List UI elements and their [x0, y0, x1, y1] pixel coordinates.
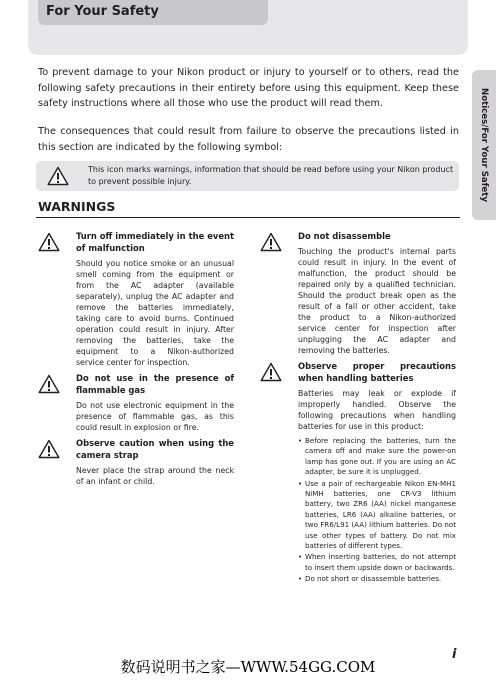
list-item: • Do not short or disassemble batteries.	[298, 574, 456, 584]
warning-triangle-icon	[260, 362, 282, 382]
warning-entry	[260, 360, 456, 585]
section-title: For Your Safety	[46, 4, 159, 19]
warning-entry	[38, 230, 234, 368]
warnings-left-column	[38, 230, 234, 491]
side-tab-label: Notices/For Your Safety	[479, 88, 489, 202]
warning-title: Observe caution when using the camera strap	[76, 438, 234, 460]
warning-body: Should you notice smoke or an unusual smell coming from the equipment or from the AC adapter (available separately), unplug the AC adapter and remove the batteries immediately, taking care to avoid burns. Continued operation could result in injury. After removing the batteries, take the equipment to a Nikon-authorized service center for inspection.	[76, 259, 234, 367]
side-section-tab[interactable]	[472, 70, 496, 220]
warning-entry	[38, 437, 234, 487]
warning-title: Do not disassemble	[298, 231, 391, 241]
warning-title: Do not use in the presence of flammable gas	[76, 373, 234, 395]
warning-body: Never place the strap around the neck of an infant or child.	[76, 466, 234, 486]
warnings-heading: WARNINGS	[38, 199, 116, 214]
warning-notice-box	[36, 161, 459, 191]
warning-body: Touching the product's internal parts could result in injury. In the event of malfunction, the product should be repaired only by a qualified technician. Should the product break open as the result of a fall or other accident, take the product to a Nikon-authorized service center for inspection after unplugging the AC adapter and removing the batteries.	[298, 247, 456, 355]
intro-paragraph-1: To prevent damage to your Nikon product or injury to yourself or to others, read the following safety precautions in their entirety before using this equipment. Keep these safety instructions where all those who use the product will read them.	[38, 67, 459, 109]
warning-triangle-icon	[260, 232, 282, 252]
warning-entry	[260, 230, 456, 356]
page-number: i	[452, 647, 457, 662]
list-item: • Before replacing the batteries, turn the camera off and make sure the power-on lamp has gone out. If you are using an AC adapter, be sure it is unplugged.	[298, 436, 456, 478]
warning-title: Observe proper precautions when handling batteries	[298, 361, 456, 383]
warning-title: Turn off immediately in the event of malfunction	[76, 231, 234, 253]
intro-paragraph-2: The consequences that could result from failure to observe the precautions listed in this section are indicated by the following symbol:	[38, 126, 459, 153]
battery-precautions-list	[298, 436, 456, 585]
list-item: • When inserting batteries, do not attempt to insert them upside down or backwards.	[298, 552, 456, 573]
warnings-divider	[36, 217, 460, 218]
warning-triangle-icon	[47, 166, 69, 186]
watermark: 数码说明书之家—WWW.54GG.COM	[120, 658, 376, 676]
notice-text: This icon marks warnings, information that should be read before using your Nikon product to prevent possible injury.	[88, 165, 454, 186]
warning-triangle-icon	[38, 232, 60, 252]
section-header-tab	[38, 0, 268, 25]
warning-body: Do not use electronic equipment in the presence of flammable gas, as this could result in explosion or fire.	[76, 401, 234, 432]
warning-entry	[38, 372, 234, 433]
warning-triangle-icon	[38, 374, 60, 394]
warnings-right-column	[260, 230, 456, 586]
warning-body: Batteries may leak or explode if improperly handled. Observe the following precautions when handling batteries for use in this product:	[298, 389, 456, 431]
list-item: • Use a pair of rechargeable Nikon EN-MH1 NiMH batteries, one CR-V3 lithium battery, two ZR6 (AA) nickel manganese batteries, LR6 (AA) alkaline batteries, or two FR6/L91 (AA) lithium batteries. Do not use other types of battery. Do not mix batteries of different types.	[298, 479, 456, 552]
warning-triangle-icon	[38, 439, 60, 459]
